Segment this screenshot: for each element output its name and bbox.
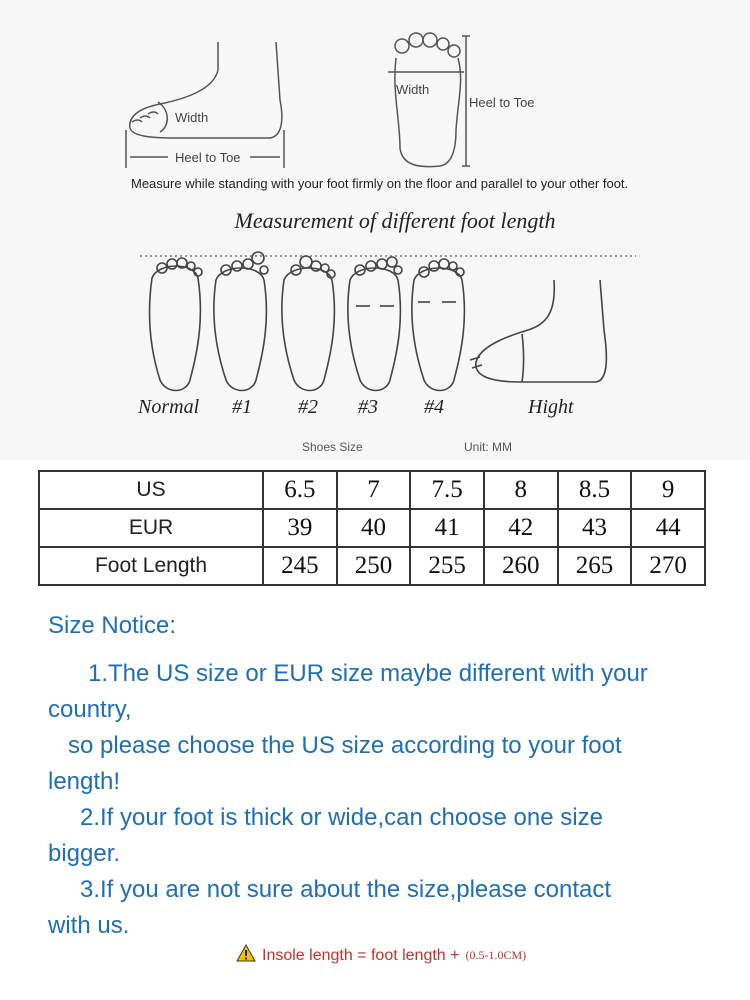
table-cell: 44 — [631, 509, 705, 547]
foot-type-high: Hight — [528, 396, 574, 418]
foot-type-3: #3 — [358, 396, 378, 418]
foot-type-2: #2 — [298, 396, 318, 418]
top-heel-to-toe-label: Heel to Toe — [469, 95, 535, 110]
size-notice — [48, 608, 728, 944]
footprint-4 — [412, 259, 465, 391]
table-cell: 8.5 — [558, 471, 632, 509]
insole-range: (0.5-1.0CM) — [465, 948, 527, 962]
foot-type-4: #4 — [424, 396, 444, 418]
foot-measurement-illustration — [0, 0, 750, 460]
notice-item-3-line-1: 3.If you are not sure about the size,please contact — [80, 876, 611, 903]
footprint-1 — [214, 252, 268, 391]
foot-type-normal: Normal — [138, 396, 200, 418]
notice-item-1-line-3: so please choose the US size according to your foot — [68, 732, 622, 759]
table-cell: 260 — [484, 547, 558, 585]
notice-item-1-line-4: length! — [48, 768, 121, 795]
footprint-3 — [348, 257, 402, 391]
footprint-2 — [282, 256, 335, 391]
table-cell: 255 — [410, 547, 484, 585]
table-cell: 8 — [484, 471, 558, 509]
notice-heading: Size Notice: — [48, 612, 177, 639]
table-cell: 265 — [558, 547, 632, 585]
table-cell: 9 — [631, 471, 705, 509]
row-label: Foot Length — [39, 547, 263, 585]
row-label: US — [39, 471, 263, 509]
notice-item-3-line-2: with us. — [48, 912, 130, 939]
row-label: EUR — [39, 509, 263, 547]
insole-text: Insole length = foot length + — [262, 946, 460, 964]
insole-note — [236, 944, 526, 967]
notice-item-1-line-2: country, — [48, 696, 132, 723]
warning-icon — [236, 944, 256, 967]
side-heel-to-toe-label: Heel to Toe — [175, 150, 241, 165]
top-foot-drawing — [388, 33, 470, 167]
table-cell: 41 — [410, 509, 484, 547]
table-cell: 39 — [263, 509, 337, 547]
table-cell: 245 — [263, 547, 337, 585]
table-cell: 270 — [631, 547, 705, 585]
foot-type-1: #1 — [232, 396, 252, 418]
notice-item-2-line-2: bigger. — [48, 840, 121, 867]
table-row-us — [39, 471, 705, 509]
table-row-foot-length — [39, 547, 705, 585]
notice-item-2-line-1: 2.If your foot is thick or wide,can choose one size — [80, 804, 603, 831]
table-cell: 43 — [558, 509, 632, 547]
notice-item-1-line-1: 1.The US size or EUR size maybe different with your — [88, 660, 648, 687]
top-width-label: Width — [396, 82, 430, 97]
unit-label: Unit: MM — [464, 440, 512, 454]
table-cell: 250 — [337, 547, 411, 585]
table-cell: 7 — [337, 471, 411, 509]
measure-instruction: Measure while standing with your foot firmly on the floor and parallel to your other foot. — [131, 176, 629, 191]
footprint-normal — [150, 258, 202, 391]
table-cell: 6.5 — [263, 471, 337, 509]
shoes-size-label: Shoes Size — [302, 440, 363, 454]
table-cell: 7.5 — [410, 471, 484, 509]
table-cell: 40 — [337, 509, 411, 547]
table-cell: 42 — [484, 509, 558, 547]
high-arch-side-foot — [470, 280, 606, 382]
table-row-eur — [39, 509, 705, 547]
side-width-label: Width — [175, 110, 209, 125]
measurement-title: Measurement of different foot length — [234, 208, 556, 233]
size-chart-table — [38, 470, 706, 586]
